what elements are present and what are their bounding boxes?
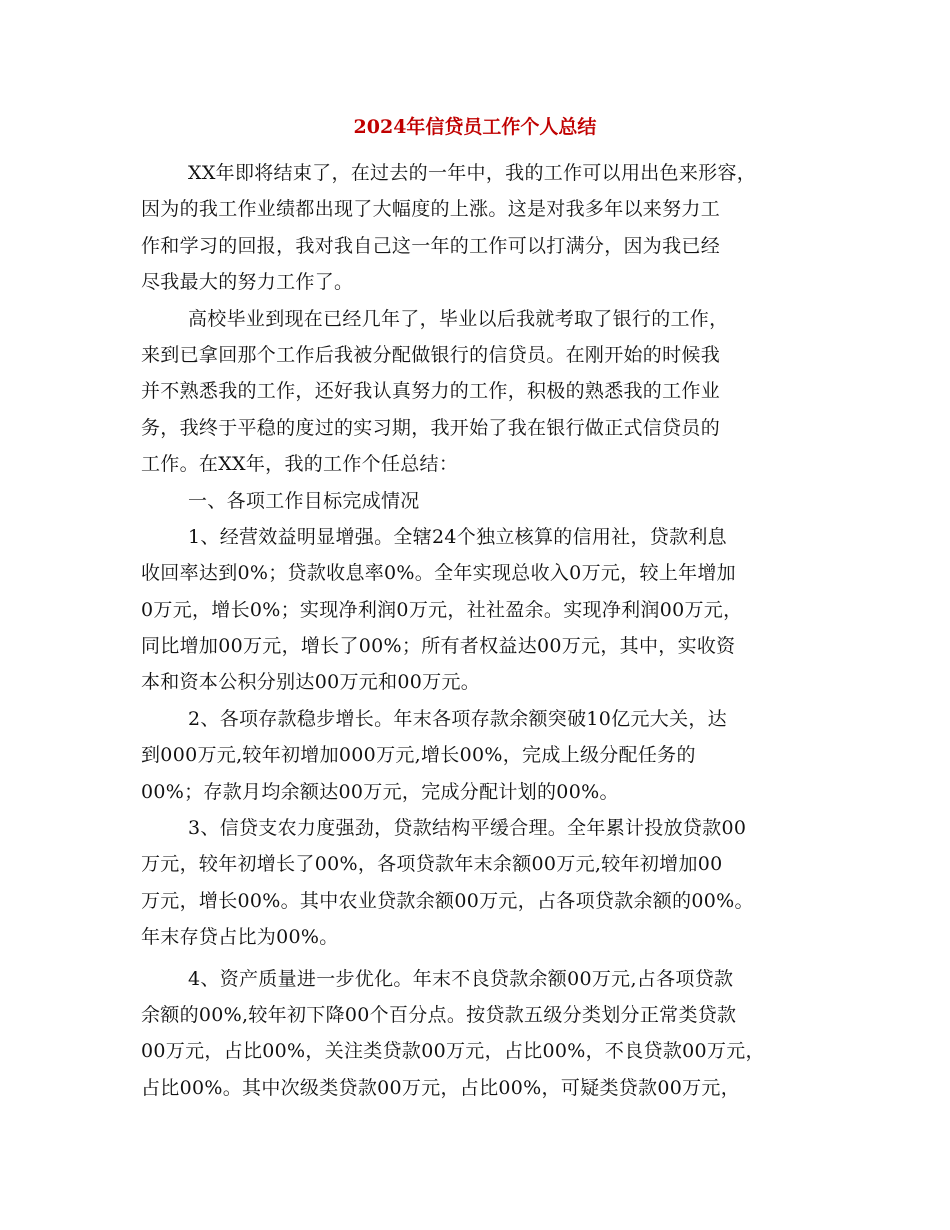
- paragraph-line: 同比增加00万元，增长了00%；所有者权益达00万元，其中，实收资: [141, 635, 736, 658]
- paragraph-line: 务，我终于平稳的度过的实习期，我开始了我在银行做正式信贷员的: [141, 416, 721, 439]
- paragraph-line: 尽我最大的努力工作了。: [141, 271, 354, 294]
- paragraph-line: XX年即将结束了，在过去的一年中，我的工作可以用出色来形容，: [188, 162, 757, 184]
- paragraph-line: 万元，较年初增长了00%，各项贷款年末余额00万元,较年初增加00: [141, 853, 723, 876]
- paragraph-line: 收回率达到0%；贷款收息率0%。全年实现总收入0万元，较上年增加: [141, 562, 736, 585]
- paragraph-line: 来到已拿回那个工作后我被分配做银行的信贷员。在刚开始的时候我: [141, 343, 721, 366]
- section-heading-text: 一、各项工作目标完成情况: [188, 489, 420, 512]
- paragraph-line: 并不熟悉我的工作，还好我认真努力的工作，积极的熟悉我的工作业: [141, 380, 721, 403]
- paragraph-line: 作和学习的回报，我对我自己这一年的工作可以打满分，因为我已经: [141, 234, 721, 257]
- document-title: 2024年信贷员工作个人总结: [353, 116, 597, 138]
- paragraph-line: 因为的我工作业绩都出现了大幅度的上涨。这是对我多年以来努力工: [141, 198, 721, 221]
- paragraph-line: 占比00%。其中次级类贷款00万元，占比00%，可疑类贷款00万元，: [141, 1076, 741, 1099]
- paragraph-line: 1、经营效益明显增强。全辖24个独立核算的信用社，贷款利息: [188, 525, 727, 548]
- paragraph-line: 0万元，增长0%；实现净利润0万元，社社盈余。实现净利润00万元，: [141, 598, 743, 621]
- paragraph-line: 万元，增长00%。其中农业贷款余额00万元，占各项贷款余额的00%。: [141, 889, 754, 912]
- paragraph-line: 到000万元,较年初增加000万元,增长00%，完成上级分配任务的: [141, 744, 696, 767]
- paragraph-line: 4、资产质量进一步优化。年末不良贷款余额00万元,占各项贷款: [188, 967, 734, 990]
- paragraph-line: 高校毕业到现在已经几年了，毕业以后我就考取了银行的工作，: [188, 307, 729, 330]
- paragraph-line: 2、各项存款稳步增长。年末各项存款余额突破10亿元大关，达: [188, 707, 727, 730]
- paragraph-line: 余额的00%,较年初下降00个百分点。按贷款五级分类划分正常类贷款: [141, 1003, 737, 1026]
- paragraph-line: 3、信贷支农力度强劲，贷款结构平缓合理。全年累计投放贷款00: [188, 817, 747, 840]
- paragraph: [141, 961, 813, 1107]
- paragraph: [141, 519, 813, 701]
- paragraph-line: 年末存贷占比为00%。: [141, 926, 339, 949]
- paragraph: [141, 301, 813, 483]
- section-heading: [141, 483, 813, 519]
- document-body: [141, 155, 813, 1106]
- paragraph: [141, 155, 813, 301]
- paragraph: [141, 810, 813, 956]
- paragraph-line: 00万元，占比00%，关注类贷款00万元，占比00%，不良贷款00万元，: [141, 1040, 765, 1063]
- paragraph-line: 00%；存款月均余额达00万元，完成分配计划的00%。: [141, 780, 619, 803]
- paragraph-line: 工作。在XX年，我的工作个任总结：: [141, 453, 459, 476]
- paragraph-line: 本和资本公积分别达00万元和00万元。: [141, 671, 481, 694]
- paragraph: [141, 701, 813, 810]
